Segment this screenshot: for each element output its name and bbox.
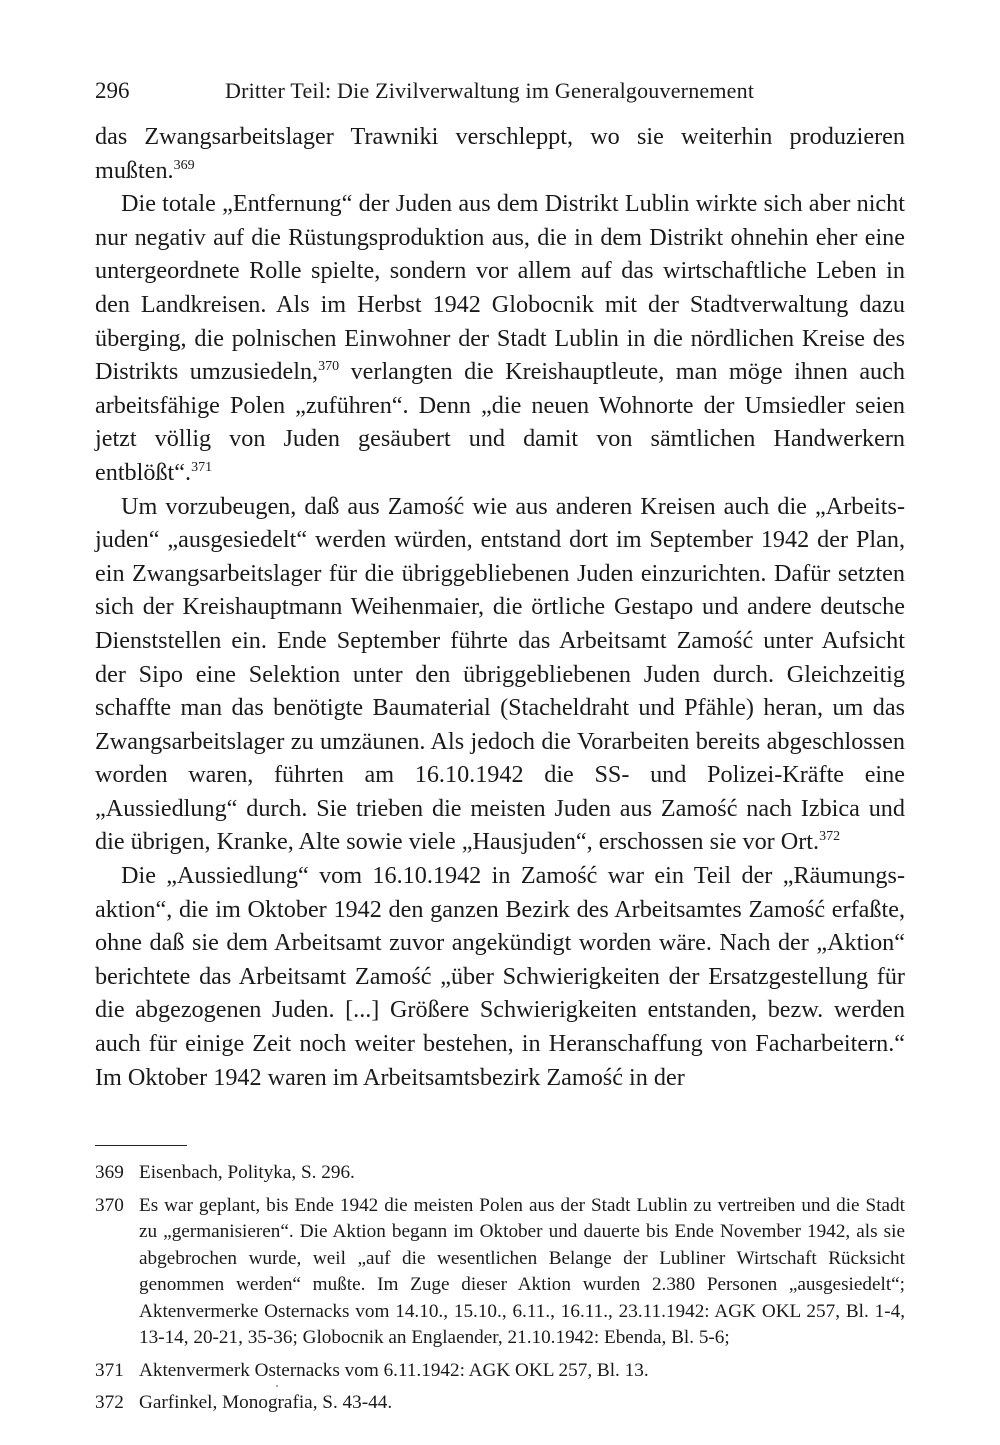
book-page <box>95 78 905 1423</box>
scan-speck <box>276 1385 278 1387</box>
footnote-ref-370[interactable]: 370 <box>318 359 340 375</box>
footnote-ref-372[interactable]: 372 <box>819 829 841 845</box>
paragraph-3 <box>95 490 905 860</box>
footnote-370 <box>95 1193 905 1352</box>
footnote-369 <box>95 1160 905 1187</box>
footnote-number: 371 <box>95 1359 124 1381</box>
footnote-number: 369 <box>95 1162 124 1184</box>
footnote-text: Garfinkel, Monografia, S. 43-44. <box>139 1392 393 1414</box>
footnote-text: Eisenbach, Polityka, S. 296. <box>139 1162 355 1184</box>
footnote-separator <box>95 1145 187 1146</box>
footnotes <box>95 1160 905 1417</box>
paragraph-2 <box>95 187 905 489</box>
page-number: 296 <box>95 78 130 103</box>
paragraph-3-text: Um vorzubeugen, daß aus Zamość wie aus anderen Kreisen auch die „Arbeitsjuden“ „ausgesiedelt“ werden würden, entstand dort im September 1942 der Plan, ein Zwangsarbeitslager für die übriggebliebenen Juden einzurichten. Dafür setzten sich der Kreishauptmann Weihenmaier, die örtliche Gestapo und andere deutsche Dienststellen ein. Ende September führte das Arbeitsamt Zamość unter Aufsicht der Sipo eine Selektion unter den übriggebliebenen Juden durch. Gleichzeitig schaffte man das benötigte Baumaterial (Stacheldraht und Pfähle) heran, um das Zwangsarbeitslager zu umzäunen. Als jedoch die Vorarbeiten bereits abgeschlossen worden waren, führten am 16.10.1942 die SS- und Polizei-Kräfte eine „Aussiedlung“ durch. Sie trieben die meisten Juden aus Zamość nach Izbica und die übrigen, Kranke, Alte sowie viele „Hausjuden“, erschossen sie vor Ort. <box>95 492 905 856</box>
paragraph-2-text-a: Die totale „Entfernung“ der Juden aus dem Distrikt Lublin wirkte sich aber nicht nur negativ auf die Rüstungsproduktion aus, die in dem Distrikt ohnehin eher eine untergeordnete Rolle spielte, sondern vor allem auf das wirtschaftliche Leben in den Landkreisen. Als im Herbst 1942 Globocnik mit der Stadtverwaltung dazu überging, die polnischen Einwohner der Stadt Lublin in die nördlichen Kreise des Distrikts umzusiedeln, <box>95 190 905 386</box>
footnote-372 <box>95 1390 905 1417</box>
footnote-ref-369[interactable]: 369 <box>173 157 195 173</box>
footnote-number: 370 <box>95 1194 124 1216</box>
running-head-title: Dritter Teil: Die Zivilverwaltung im Generalgouvernement <box>225 78 755 103</box>
footnote-number: 372 <box>95 1392 124 1414</box>
paragraph-4 <box>95 859 905 1094</box>
main-text <box>95 120 905 1094</box>
paragraph-1 <box>95 120 905 187</box>
footnote-ref-371[interactable]: 371 <box>191 459 213 475</box>
paragraph-4-text: Die „Aussiedlung“ vom 16.10.1942 in Zamość war ein Teil der „Räumungsaktion“, die im Oktober 1942 den ganzen Bezirk des Arbeitsamtes Zamość erfaßte, ohne daß sie dem Arbeitsamt zuvor angekündigt worden wäre. Nach der „Aktion“ berichtete das Arbeitsamt Zamość „über Schwierigkeiten der Ersatzgestellung für die abgezogenen Juden. [...] Größere Schwierigkeiten entstanden, bezw. werden auch für einige Zeit noch weiter bestehen, in Heranschaffung von Facharbeitern.“ Im Oktober 1942 waren im Arbeitsamtsbezirk Zamość in der <box>95 862 905 1091</box>
running-head <box>95 78 905 104</box>
paragraph-1-text: das Zwangsarbeitslager Trawniki verschleppt, wo sie weiterhin produzieren mußten. <box>95 123 905 184</box>
footnote-text: Aktenvermerk Osternacks vom 6.11.1942: AGK OKL 257, Bl. 13. <box>139 1359 649 1381</box>
paragraph-2-text-b: verlangten die Kreishauptleute, man möge ihnen auch arbeitsfähige Polen „zuführen“. Denn „die neuen Wohnorte der Umsiedler seien jetzt völlig von Juden gesäubert und damit von sämtlichen Handwerkern entblößt“. <box>95 358 905 486</box>
footnote-text: Es war geplant, bis Ende 1942 die meisten Polen aus der Stadt Lublin zu vertreiben und die Stadt zu „germanisieren“. Die Aktion begann im Oktober und dauerte bis Ende November 1942, als sie abgebrochen wurde, weil „auf die wesentlichen Belange der Lubliner Wirtschaft Rücksicht genommen werden“ mußte. Im Zuge dieser Aktion wurden 2.380 Personen „ausgesiedelt“; Aktenvermerke Osternacks vom 14.10., 15.10., 6.11., 16.11., 23.11.1942: AGK OKL 257, Bl. 1-4, 13-14, 20-21, 35-36; Globocnik an Englaender, 21.10.1942: Ebenda, Bl. 5-6; <box>139 1194 905 1349</box>
footnote-371 <box>95 1358 905 1385</box>
